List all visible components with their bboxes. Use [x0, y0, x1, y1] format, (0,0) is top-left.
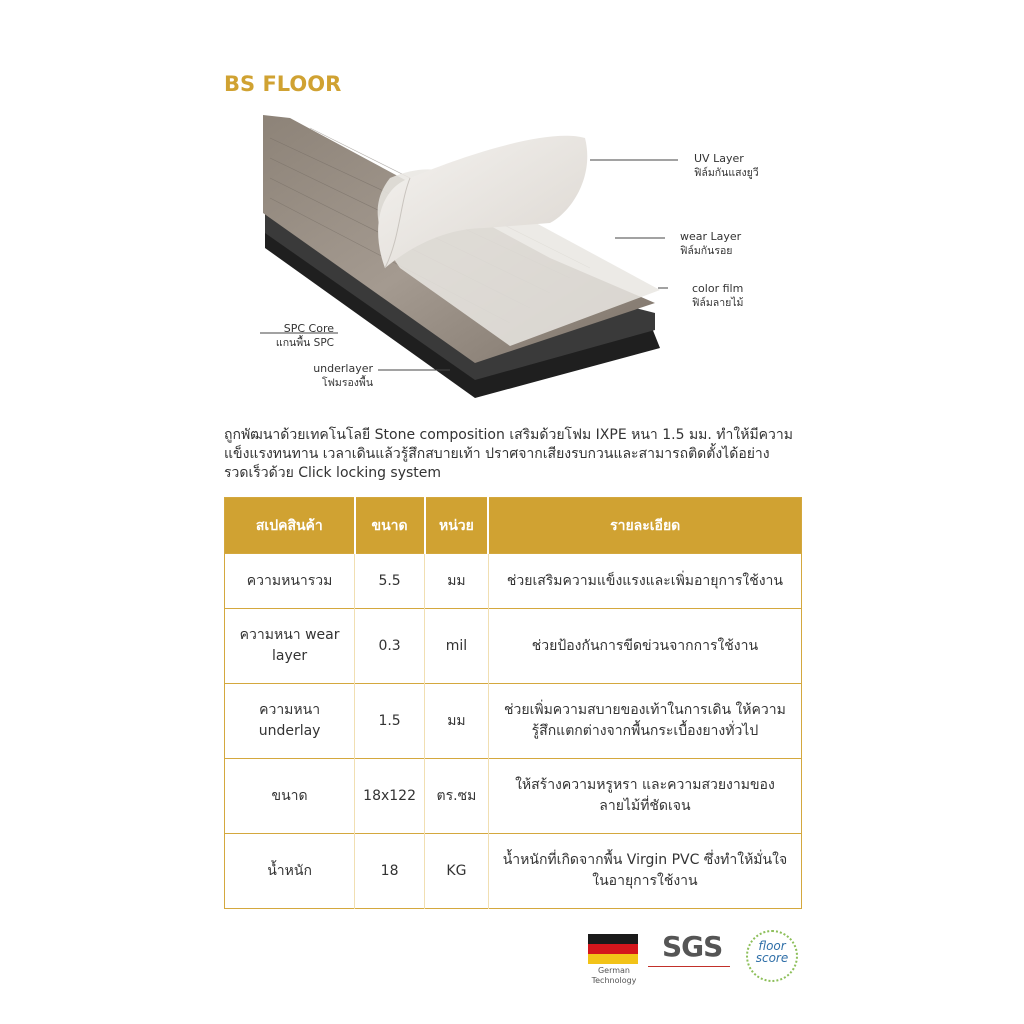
header-spec: สเปคสินค้า	[225, 498, 355, 554]
cell-detail: ช่วยป้องกันการขีดข่วนจากการใช้งาน	[488, 609, 801, 684]
cell-spec: ความหนารวม	[225, 554, 355, 609]
spc-core-en: SPC Core	[283, 322, 334, 335]
cell-spec: ความหนา underlay	[225, 684, 355, 759]
table-row	[225, 759, 802, 834]
spec-header-row	[225, 498, 802, 554]
wear-layer-th: ฟิล์มกันรอย	[680, 245, 733, 257]
cell-spec: น้ำหนัก	[225, 834, 355, 909]
cell-unit: ตร.ซม	[425, 759, 489, 834]
cell-size: 0.3	[355, 609, 425, 684]
floorscore-logo	[746, 930, 798, 982]
uv-layer-th: ฟิล์มกันแสงยูวี	[694, 167, 759, 179]
spec-table	[224, 497, 802, 909]
cell-unit: KG	[425, 834, 489, 909]
color-film-label	[692, 281, 743, 311]
cell-spec: ความหนา wear layer	[225, 609, 355, 684]
table-row	[225, 834, 802, 909]
floorscore-top-text: floor	[758, 939, 786, 953]
cell-size: 18	[355, 834, 425, 909]
cell-unit: มม	[425, 684, 489, 759]
cell-unit: mil	[425, 609, 489, 684]
spc-core-th: แกนพื้น SPC	[275, 337, 334, 349]
product-description: ถูกพัฒนาด้วยเทคโนโลยี Stone composition เสริมด้วยโฟม IXPE หนา 1.5 มม. ทำให้มีความแข็งแรงทนทาน เวลาเดินแล้วรู้สึกสบายเท้า ปราศจากเสียงรบกวนและสามารถติดตั้งได้อย่างรวดเร็วด้วย Click locking system	[224, 427, 794, 481]
color-film-th: ฟิล์มลายไม้	[692, 297, 744, 309]
table-row	[225, 554, 802, 609]
sgs-underline	[648, 966, 730, 967]
underlayer-label	[293, 361, 373, 391]
color-film-en: color film	[692, 282, 744, 295]
cell-size: 1.5	[355, 684, 425, 759]
german-technology-label: German Technology	[591, 966, 637, 985]
uv-layer-label	[694, 151, 759, 181]
cell-size: 5.5	[355, 554, 425, 609]
underlayer-th: โฟมรองพื้น	[321, 377, 373, 389]
cell-size: 18x122	[355, 759, 425, 834]
table-row	[225, 684, 802, 759]
german-flag-icon	[588, 934, 638, 964]
header-size: ขนาด	[355, 498, 425, 554]
wear-layer-en: wear Layer	[680, 230, 742, 243]
cell-detail: น้ำหนักที่เกิดจากพื้น Virgin PVC ซึ่งทำให้มั่นใจในอายุการใช้งาน	[488, 834, 801, 909]
underlayer-en: underlayer	[313, 362, 373, 375]
cell-detail: ช่วยเสริมความแข็งแรงและเพิ่มอายุการใช้งาน	[488, 554, 801, 609]
table-row	[225, 609, 802, 684]
cell-spec: ขนาด	[225, 759, 355, 834]
cell-detail: ให้สร้างความหรูหรา และความสวยงามของลายไม้ที่ชัดเจน	[488, 759, 801, 834]
wear-layer-label	[680, 229, 741, 259]
header-detail: รายละเอียด	[488, 498, 801, 554]
spc-core-label	[254, 321, 334, 351]
uv-layer-en: UV Layer	[694, 152, 744, 165]
header-unit: หน่วย	[425, 498, 489, 554]
brand-title: BS FLOOR	[224, 72, 342, 96]
sgs-logo: SGS	[662, 930, 723, 963]
cell-detail: ช่วยเพิ่มความสบายของเท้าในการเดิน ให้ความรู้สึกแตกต่างจากพื้นกระเบื้องยางทั่วไป	[488, 684, 801, 759]
floorscore-bottom-text: score	[755, 951, 789, 965]
cell-unit: มม	[425, 554, 489, 609]
certification-logos	[586, 928, 806, 988]
